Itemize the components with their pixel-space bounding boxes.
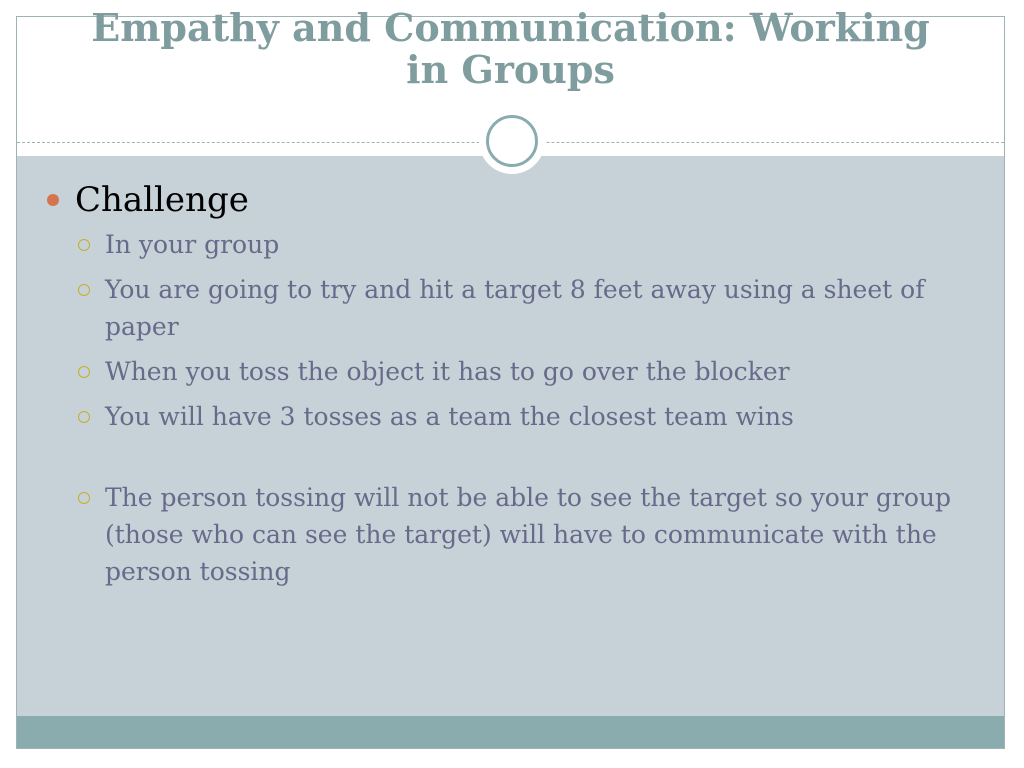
sub-bullet-text: You are going to try and hit a target 8 feet away using a sheet of paper — [105, 275, 925, 341]
sub-bullet-text: In your group — [105, 230, 280, 259]
sub-bullet — [44, 353, 984, 390]
hollow-circle-bullet-icon — [78, 492, 90, 504]
slide-title: Empathy and Communication: Working in Groups — [91, 5, 930, 92]
filled-circle-bullet-icon — [47, 194, 59, 206]
ring-ornament-icon — [486, 115, 538, 167]
sub-bullet — [44, 271, 984, 345]
hollow-circle-bullet-icon — [78, 411, 90, 423]
bullet-heading-text: Challenge — [75, 180, 249, 220]
sub-bullet — [44, 479, 984, 590]
sub-bullet-text: When you toss the object it has to go over the blocker — [105, 357, 790, 386]
hollow-circle-bullet-icon — [78, 366, 90, 378]
sub-bullet-text: The person tossing will not be able to see the target so your group (those who can see the target) will have to communicate with the person tossing — [105, 483, 951, 586]
sub-bullet — [44, 226, 984, 263]
bullet-heading — [44, 178, 984, 222]
slide-body — [44, 178, 984, 598]
footer-bar — [17, 716, 1004, 748]
sub-bullet — [44, 398, 984, 435]
sub-bullet-text: You will have 3 tosses as a team the closest team wins — [105, 402, 794, 431]
hollow-circle-bullet-icon — [78, 284, 90, 296]
hollow-circle-bullet-icon — [78, 239, 90, 251]
